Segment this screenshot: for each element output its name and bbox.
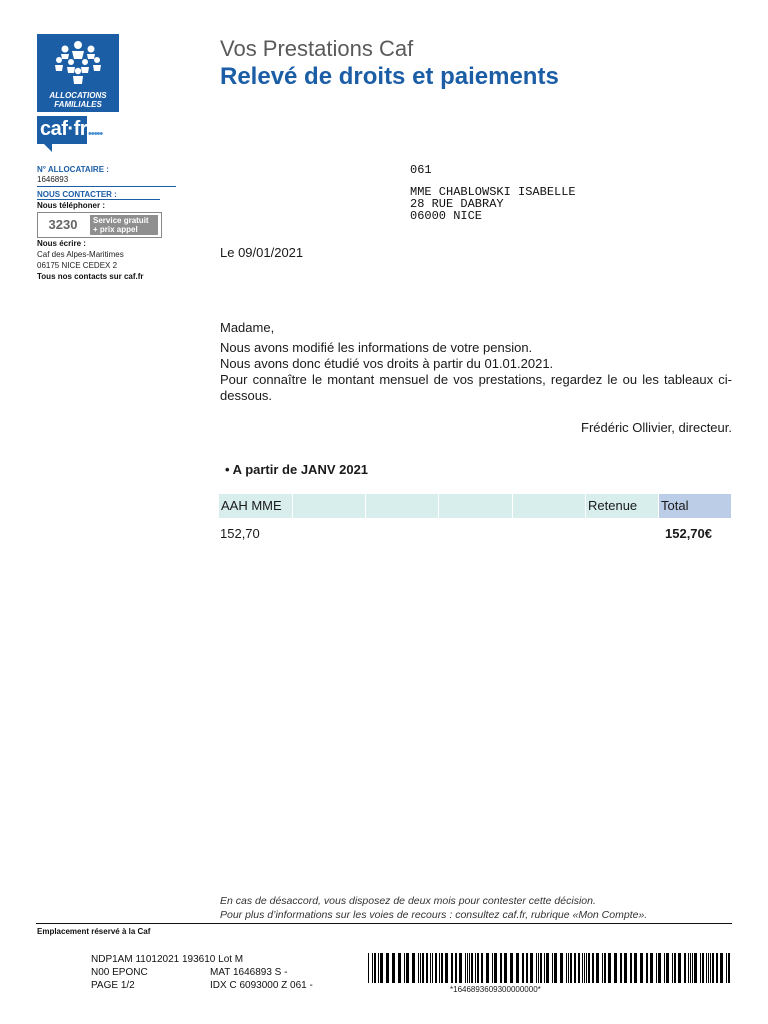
divider [37,199,160,200]
table-header-cell [513,494,586,518]
barcode-bar [368,953,369,983]
barcode-bar [634,953,637,983]
barcode-bar [568,953,569,983]
barcode-bar [492,953,493,983]
barcode-bar [586,953,587,983]
barcode-bar [706,953,707,983]
barcode-bar [504,953,507,983]
barcode-bar [688,953,689,983]
barcode-bar [469,953,470,983]
barcode-bar [459,953,462,983]
recipient-city: 06000 NICE [410,209,483,223]
barcode-bar [574,953,576,983]
ref-line2b: MAT 1646893 S - [210,967,288,978]
service-info [90,215,158,235]
barcode-bar [560,953,563,983]
barcode-bar [441,953,443,983]
barcode-bar [455,953,457,983]
barcode-bar [700,953,701,983]
service-line2: + prix appel [93,225,138,234]
barcode [368,953,732,985]
barcode-bar [690,953,691,983]
barcode-bar [467,953,468,983]
barcode-bar [398,953,401,983]
barcode-bar [374,953,376,983]
divider [37,186,176,187]
barcode-bar [624,953,627,983]
section-heading: • A partir de JANV 2021 [225,462,369,477]
barcode-bar [672,953,673,983]
page-title: Relevé de droits et paiements [220,63,559,90]
salutation: Madame, [220,320,275,335]
table-cell-total: 152,70€ [665,526,712,541]
barcode-bar [430,953,431,983]
barcode-bar [566,953,567,983]
barcode-bar [716,953,718,983]
barcode-bar [588,953,590,983]
barcode-bar [596,953,599,983]
phone-number: 3230 [48,217,78,232]
barcode-bar [712,953,714,983]
ref-line3b: IDX C 6093000 Z 061 - [210,980,313,991]
table-header-total: Total [659,494,732,518]
barcode-bar [432,953,433,983]
barcode-bar [578,953,580,983]
barcode-bar [570,953,572,983]
barcode-bar [666,953,669,983]
address-line2: 06175 NICE CEDEX 2 [37,261,118,270]
barcode-bar [728,953,730,983]
page-subtitle: Vos Prestations Caf [220,36,414,61]
barcode-bar [710,953,711,983]
barcode-bar [604,953,606,983]
table-header-cell [293,494,366,518]
barcode-bar [380,953,383,983]
recipient-name: MME CHABLOWSKI ISABELLE [410,185,576,199]
barcode-bar [614,953,617,983]
caf-dots: ••••• [88,128,103,140]
recipient-street: 28 RUE DABRAY [410,197,504,211]
barcode-bar [486,953,489,983]
barcode-bar [546,953,549,983]
phone-badge[interactable] [37,212,162,238]
barcode-bar [646,953,648,983]
barcode-bar [392,953,395,983]
barcode-bar [526,953,528,983]
barcode-bar [692,953,693,983]
barcode-bar [684,953,686,983]
barcode-bar [540,953,542,983]
allocataire-label: N° ALLOCATAIRE : [37,165,109,174]
barcode-bar [530,953,533,983]
barcode-bar [726,953,727,983]
barcode-bar [554,953,557,983]
barcode-bar [451,953,453,983]
barcode-bar [378,953,379,983]
barcode-bar [674,953,676,983]
letter-line3: Pour connaître le montant mensuel de vos prestations, regardez le ou les tableaux ci-dessous. [220,372,732,403]
barcode-bar [418,953,419,983]
barcode-bar [592,953,594,983]
barcode-bar [620,953,622,983]
barcode-bar [516,953,519,983]
barcode-bar [702,953,704,983]
barcode-bar [656,953,657,983]
letter-date: Le 09/01/2021 [220,245,304,260]
phone-label: Nous téléphoner : [37,201,106,210]
barcode-bar [708,953,709,983]
barcode-bar [494,953,497,983]
family-figures-icon [49,40,107,86]
service-line1: Service gratuit [93,216,149,225]
barcode-bar [465,953,466,983]
barcode-bar [536,953,537,983]
barcode-bar [404,953,405,983]
recipient-code: 061 [410,163,432,177]
contacts-link[interactable]: Tous nos contacts sur caf.fr [37,272,144,281]
barcode-bar [694,953,697,983]
caf-fr-logo [37,116,87,144]
barcode-bar [510,953,513,983]
barcode-bar [538,953,539,983]
address-line1: Caf des Alpes-Maritimes [37,250,124,259]
contact-label: NOUS CONTACTER : [37,190,117,199]
letter-line1: Nous avons modifié les informations de votre pension. [220,340,533,355]
rights-table-header [219,494,732,518]
barcode-bar [386,953,389,983]
caf-logo-tail [44,144,52,152]
barcode-bar [445,953,448,983]
footer-divider [36,923,732,924]
barcode-bar [500,953,502,983]
barcode-bar [720,953,723,983]
allocataire-value: 1646893 [37,175,69,184]
ref-line1: NDP1AM 11012021 193610 Lot M [91,954,244,965]
write-label: Nous écrire : [37,239,86,248]
barcode-bar [552,953,553,983]
table-header-cell [439,494,513,518]
table-header-cell: AAH MME [219,494,293,518]
caf-fr-text: caf·fr [40,118,88,140]
barcode-bar [435,953,437,983]
table-cell-amount: 152,70 [220,526,260,541]
ref-line2a: N00 EPONC [91,967,148,978]
reserved-label: Emplacement réservé à la Caf [37,927,151,936]
barcode-bar [439,953,440,983]
barcode-bar [582,953,583,983]
signature: Frédéric Ollivier, directeur. [581,420,732,435]
table-header-cell [366,494,439,518]
footer-note1: En cas de désaccord, vous disposez de deux mois pour contester cette décision. [220,895,596,907]
barcode-bar [426,953,428,983]
barcode-bar [584,953,585,983]
barcode-bar [422,953,424,983]
caf-logo [37,34,119,112]
letter-line2: Nous avons donc étudié vos droits à partir du 01.01.2021. [220,356,554,371]
logo-line2: FAMILIALES [54,100,102,109]
barcode-bar [664,953,665,983]
barcode-bar [471,953,473,983]
barcode-bar [630,953,632,983]
barcode-bar [412,953,415,983]
barcode-text: *1646893609300000000* [450,985,541,994]
barcode-bar [658,953,661,983]
footer-note2: Pour plus d’informations sur les voies de recours : consultez caf.fr, rubrique «Mon Compte». [220,909,648,921]
barcode-bar [640,953,643,983]
logo-line1: ALLOCATIONS [49,91,107,100]
barcode-bar [678,953,681,983]
barcode-bar [481,953,483,983]
barcode-bar [475,953,476,983]
barcode-bar [372,953,373,983]
barcode-bar [477,953,479,983]
barcode-bar [650,953,653,983]
barcode-bar [522,953,524,983]
ref-line3a: PAGE 1/2 [91,980,135,991]
table-header-cell: Retenue [586,494,659,518]
barcode-bar [602,953,603,983]
barcode-bar [608,953,611,983]
barcode-bar [544,953,545,983]
barcode-bar [406,953,409,983]
barcode-bar [420,953,421,983]
